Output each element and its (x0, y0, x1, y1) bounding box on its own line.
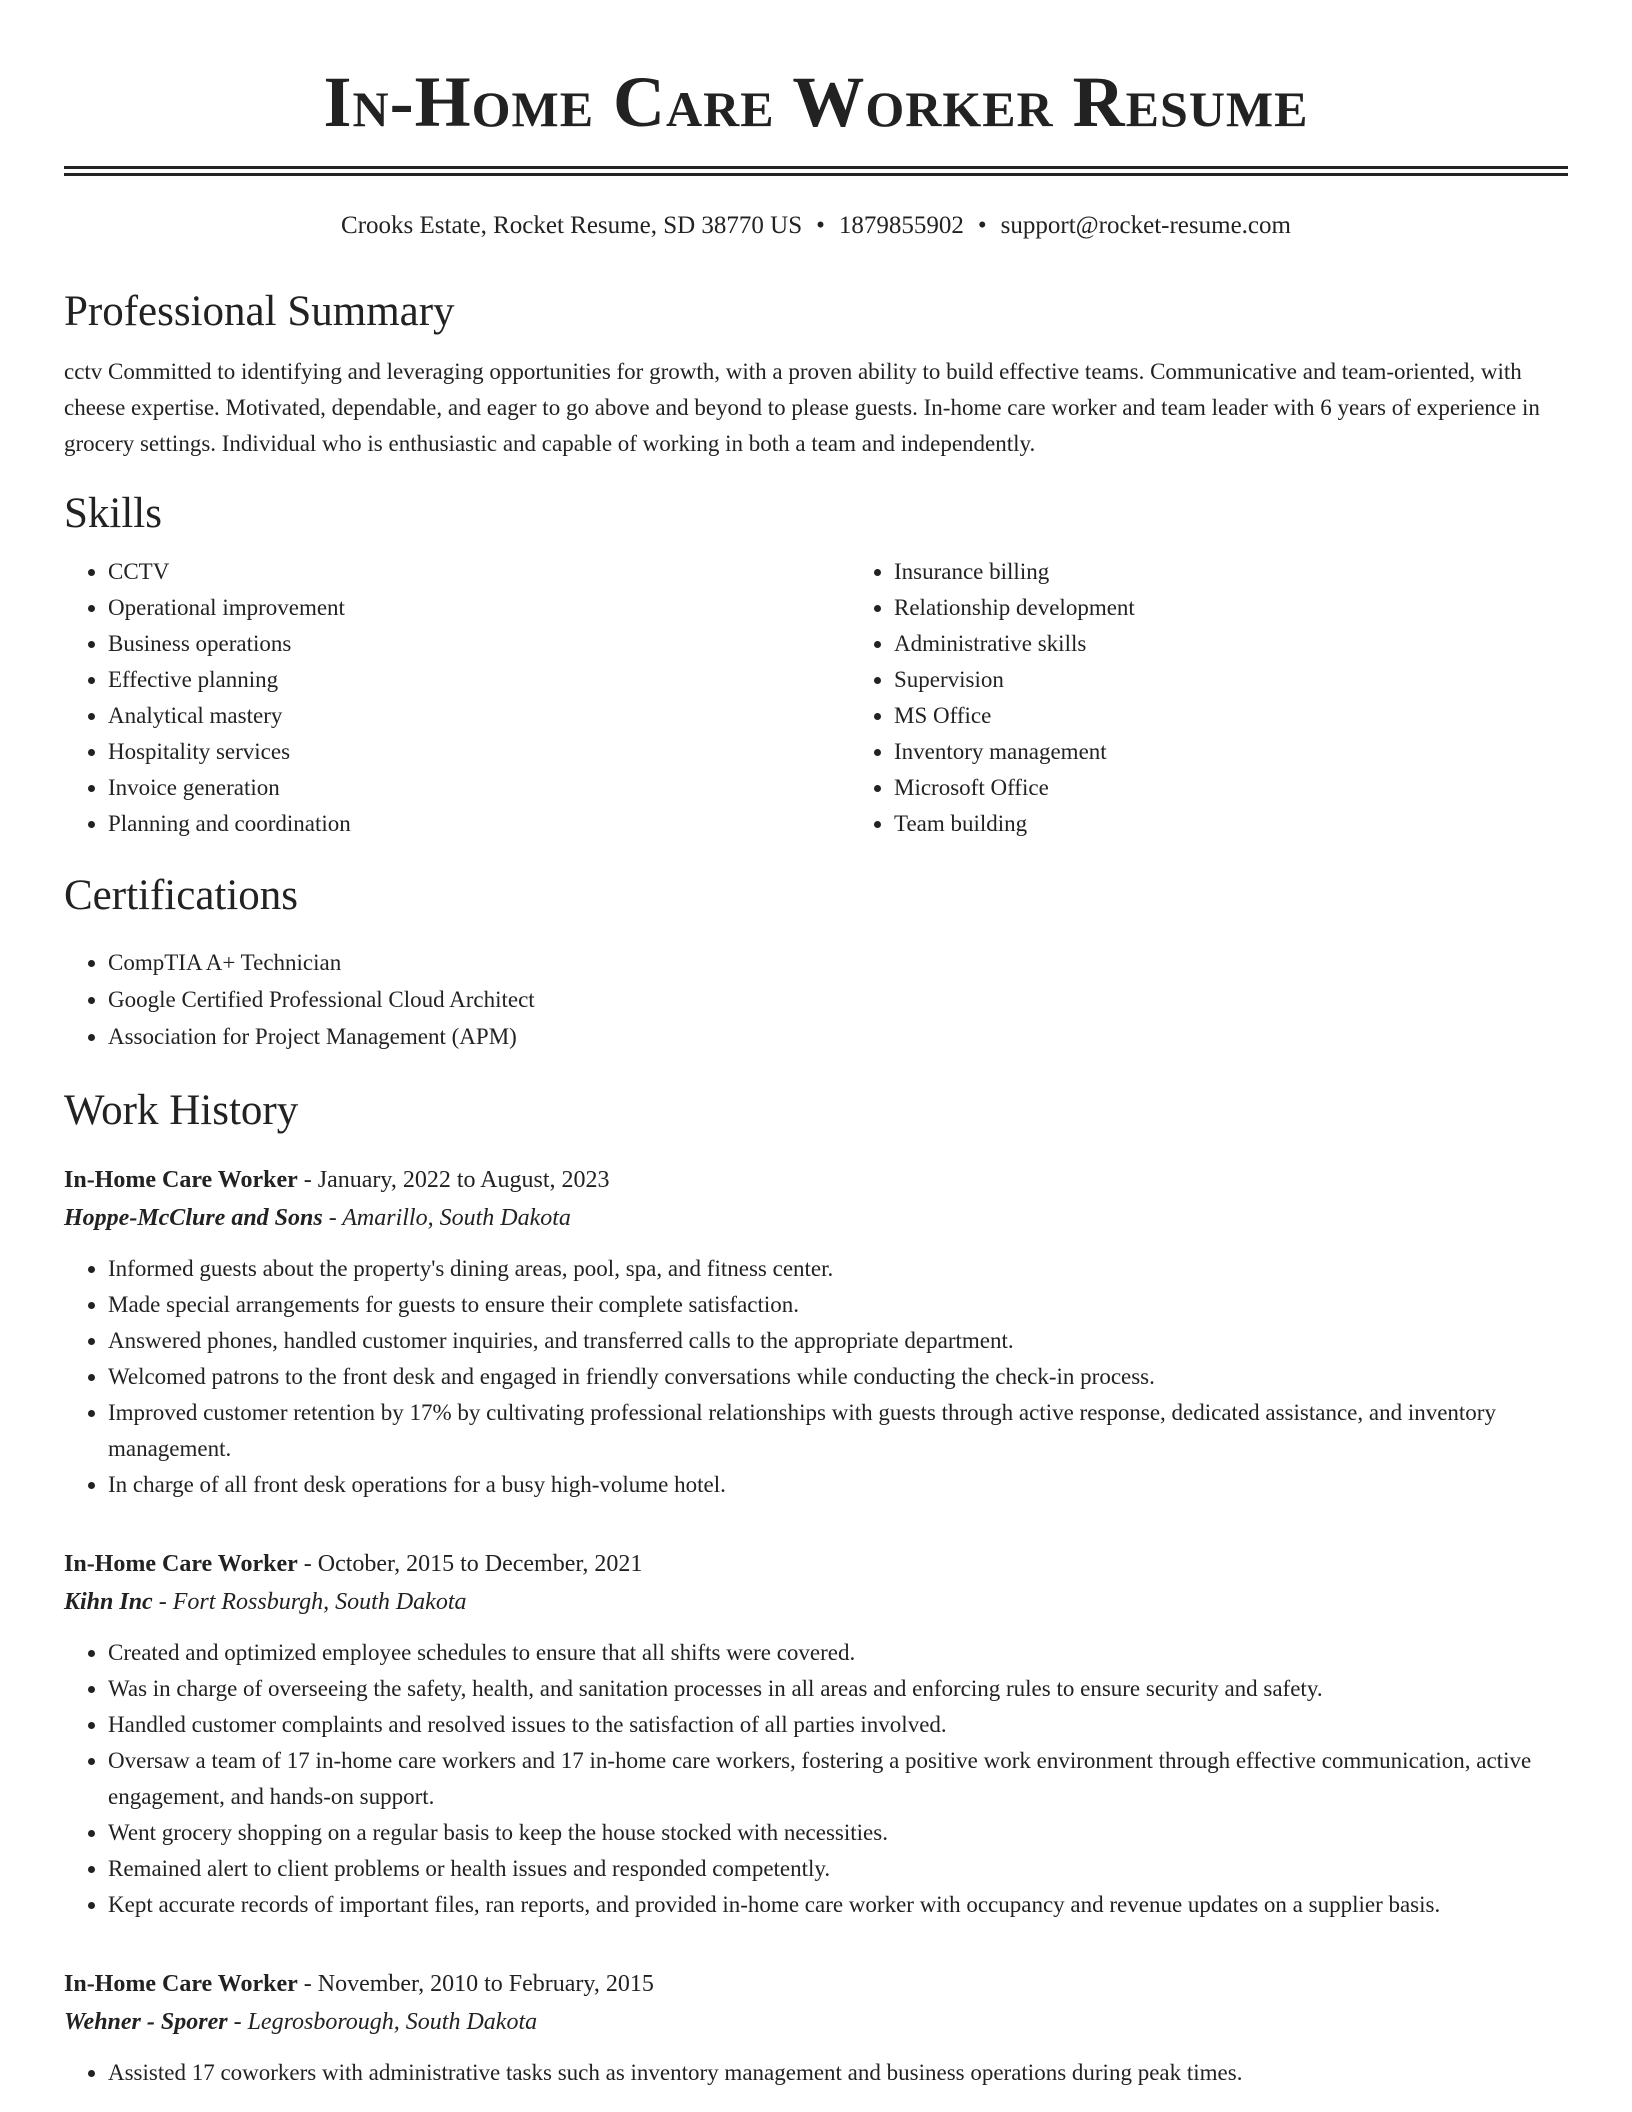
skill-item: • Insurance billing (894, 554, 1632, 590)
skills-list-left (64, 554, 850, 842)
job-company: Hoppe-McClure and Sons (64, 1205, 323, 1231)
summary-heading: Professional Summary (64, 288, 455, 335)
certification-item: • CompTIA A+ Technician (108, 944, 1568, 981)
certification-item: • Google Certified Professional Cloud Architect (108, 981, 1568, 1018)
certifications-section (64, 870, 1568, 1055)
skill-item: • MS Office (894, 698, 1632, 734)
contact-separator: • (977, 212, 987, 239)
skills-list-right (850, 554, 1632, 842)
resume-title: In-Home Care Worker Resume (323, 62, 1309, 142)
contact-email: support@rocket-resume.com (1000, 212, 1291, 239)
job-bullet: • Handled customer complaints and resolved issues to the satisfaction of all parties involved. (108, 1707, 1568, 1743)
skills-heading: Skills (64, 490, 162, 537)
job-company-line (64, 1583, 1568, 1621)
job-location: - Amarillo, South Dakota (322, 1205, 571, 1231)
job-entry (64, 1965, 1568, 2091)
skill-item: • Analytical mastery (108, 698, 850, 734)
skill-item: • Administrative skills (894, 626, 1632, 662)
job-bullet: • Made special arrangements for guests to ensure their complete satisfaction. (108, 1287, 1568, 1323)
skill-item: • Team building (894, 806, 1632, 842)
skills-columns (64, 554, 1568, 842)
skill-item: • CCTV (108, 554, 850, 590)
job-company-line (64, 2003, 1568, 2041)
skill-item: • Microsoft Office (894, 770, 1632, 806)
summary-section (64, 286, 1568, 462)
skill-item: • Planning and coordination (108, 806, 850, 842)
certifications-list (64, 944, 1568, 1055)
job-bullet: • Answered phones, handled customer inquiries, and transferred calls to the appropriate department. (108, 1323, 1568, 1359)
skill-item: • Hospitality services (108, 734, 850, 770)
skill-item: • Relationship development (894, 590, 1632, 626)
job-header (64, 1161, 1568, 1199)
job-bullet: • Assisted 17 coworkers with administrative tasks such as inventory management and business operations during peak times. (108, 2055, 1568, 2091)
job-company-line (64, 1199, 1568, 1237)
resume-page (64, 0, 1568, 2091)
job-title: In-Home Care Worker (64, 1551, 298, 1577)
job-bullet: • Went grocery shopping on a regular basis to keep the house stocked with necessities. (108, 1815, 1568, 1851)
skill-item: • Effective planning (108, 662, 850, 698)
job-bullet: • Created and optimized employee schedules to ensure that all shifts were covered. (108, 1635, 1568, 1671)
summary-text: cctv Committed to identifying and leveraging opportunities for growth, with a proven ability to build effective teams. Communicative and team-oriented, with cheese expertise. Motivated, dependable, and eager to go above and beyond to please guests. In-home care worker and team leader with 6 years of experience in grocery settings. Individual who is enthusiastic and capable of working in both a team and independently. (64, 359, 1540, 456)
job-entry (64, 1545, 1568, 1923)
work-history-section (64, 1085, 1568, 2091)
skill-item: • Operational improvement (108, 590, 850, 626)
job-bullets (64, 1635, 1568, 1923)
job-bullets (64, 1251, 1568, 1503)
job-location: - Legrosborough, South Dakota (227, 2009, 538, 2035)
job-bullet: • Was in charge of overseeing the safety, health, and sanitation processes in all areas and enforcing rules to ensure security and safety. (108, 1671, 1568, 1707)
job-bullet: • Welcomed patrons to the front desk and engaged in friendly conversations while conducting the check-in process. (108, 1359, 1568, 1395)
skill-item: • Invoice generation (108, 770, 850, 806)
job-bullet: • Remained alert to client problems or health issues and responded competently. (108, 1851, 1568, 1887)
job-bullet: • Improved customer retention by 17% by cultivating professional relationships with guests through active response, dedicated assistance, and inventory management. (108, 1395, 1568, 1467)
title-divider (64, 166, 1568, 176)
job-entry (64, 1161, 1568, 1503)
job-bullet: • Informed guests about the property's dining areas, pool, spa, and fitness center. (108, 1251, 1568, 1287)
job-dates: - November, 2010 to February, 2015 (297, 1971, 654, 1997)
job-dates: - January, 2022 to August, 2023 (297, 1167, 610, 1193)
contact-line (64, 210, 1568, 242)
job-bullet: • In charge of all front desk operations for a busy high-volume hotel. (108, 1467, 1568, 1503)
job-company: Wehner - Sporer (64, 2009, 228, 2035)
contact-separator: • (816, 212, 825, 239)
skill-item: • Inventory management (894, 734, 1632, 770)
job-header (64, 1545, 1568, 1583)
job-location: - Fort Rossburgh, South Dakota (152, 1589, 467, 1615)
job-company: Kihn Inc (64, 1589, 153, 1615)
certifications-heading: Certifications (64, 872, 299, 919)
contact-address: Crooks Estate, Rocket Resume, SD 38770 US (341, 212, 803, 239)
skills-section (64, 488, 1568, 842)
skill-item: • Supervision (894, 662, 1632, 698)
job-title: In-Home Care Worker (64, 1971, 298, 1997)
job-header (64, 1965, 1568, 2003)
job-bullets (64, 2055, 1568, 2091)
work-history-heading: Work History (64, 1087, 299, 1134)
job-dates: - October, 2015 to December, 2021 (297, 1551, 643, 1577)
certification-item: • Association for Project Management (APM) (108, 1018, 1568, 1055)
job-bullet: • Oversaw a team of 17 in-home care workers and 17 in-home care workers, fostering a positive work environment through effective communication, active engagement, and hands-on support. (108, 1743, 1568, 1815)
contact-phone: 1879855902 (838, 212, 964, 239)
skill-item: • Business operations (108, 626, 850, 662)
job-bullet: • Kept accurate records of important files, ran reports, and provided in-home care worker with occupancy and revenue updates on a supplier basis. (108, 1887, 1568, 1923)
job-title: In-Home Care Worker (64, 1167, 298, 1193)
